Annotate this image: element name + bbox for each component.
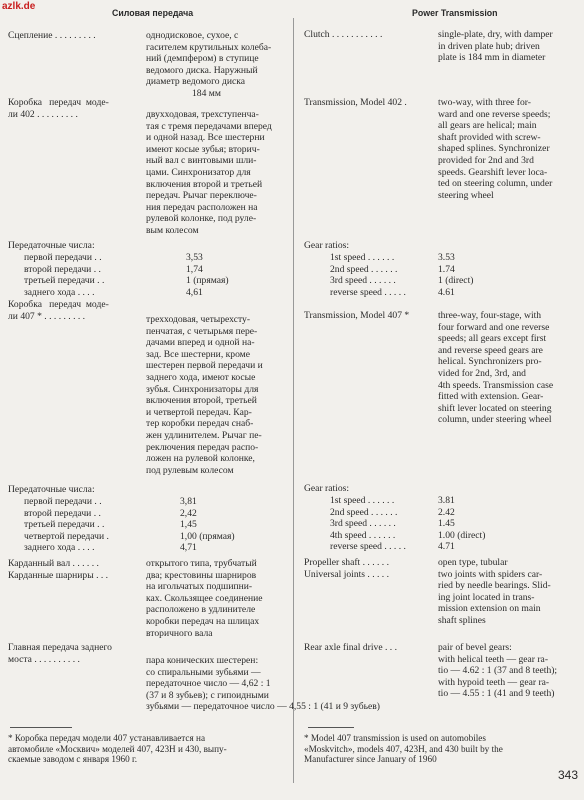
left-ratios407-values: 3,81 2,42 1,45 1,00 (прямая) 4,71 [180, 496, 235, 554]
left-ratios407-rows: первой передачи . . второй передачи . . третьей передачи . . четвертой передачи . заднего хода . . . . [24, 496, 109, 554]
watermark: azlk.de [2, 1, 36, 12]
right-section-title: Power Transmission [412, 8, 498, 18]
right-ratios402-values: 3.53 1.74 1 (direct) 4.61 [438, 252, 474, 298]
left-shaft-text: открытого типа, трубчатый два; крестовины шарниров на игольчатых подшипни- ках. Скользящее соединение расположено в удлинителе коробки передач на шлицах вторичного вала [146, 558, 263, 639]
left-footnote: * Коробка передач модели 407 устанавливается на автомобиле «Москвич» моделей 407, 423Н и 430, выпу- скаемые заводом с января 1960 г. [8, 733, 227, 765]
page-number: 343 [557, 768, 578, 782]
right-trans402-text: two-way, with three for- ward and one reverse speeds; all gears are helical; main shaft provided with screw- shaped splines. Synchronizer provided for 2nd and 3rd speeds. Gearshift lever loca- ted on steering column, under steering wheel [438, 97, 553, 201]
right-shaft-label: Propeller shaft . . . . . . Universal joints . . . . . [304, 557, 390, 580]
right-trans402-label: Transmission, Model 402 . [304, 97, 407, 108]
left-final-text: пара конических шестерен: со спиральными зубьями — передаточное число — 4,62 : 1 (37 и 8 зубьев); с гипоидными зубьями — передаточное число — 4,55 : 1 (41 и 9 зубьев) [146, 655, 380, 713]
left-final-label: Главная передача заднего моста . . . . . . . . . . [8, 642, 112, 665]
right-shaft-text: open type, tubular two joints with spiders car- ried by needle bearings. Slid- ing joint located in trans- mission extension on main shaft splines [438, 557, 551, 626]
right-trans407-text: three-way, four-stage, with four forward and one reverse speeds; all gears except first and reverse speed gears are helical. Synchronizers pro- vided for 2nd, 3rd, and 4th speeds. Transmission case fitted with extension. Gear- shift lever located on steering column, under steering wheel [438, 310, 554, 426]
right-final-label: Rear axle final drive . . . [304, 642, 397, 653]
left-ratios402-label: Передаточные числа: [8, 240, 95, 251]
left-ratios407-label: Передаточные числа: [8, 484, 95, 495]
right-footnote: * Model 407 transmission is used on automobiles «Moskvitch», models 407, 423H, and 430 built by the Manufacturer since January of 1960 [304, 733, 503, 765]
right-clutch-text: single-plate, dry, with damper in driven plate hub; driven plate is 184 mm in diameter [438, 29, 553, 64]
left-ratios402-rows: первой передачи . . второй передачи . . третьей передачи . . заднего хода . . . . [24, 252, 105, 298]
right-ratios402-rows: 1st speed . . . . . . 2nd speed . . . . . . 3rd speed . . . . . . reverse speed . . . . . [330, 252, 406, 298]
left-trans402-label: Коробка передач моде- ли 402 . . . . . . . . . [8, 97, 109, 120]
right-final-text: pair of bevel gears: with helical teeth — gear ra- tio — 4.62 : 1 (37 and 8 teeth); with hypoid teeth — gear ra- tio — 4.55 : 1 (41 and 9 teeth) [438, 642, 558, 700]
left-ratios402-values: 3,53 1,74 1 (прямая) 4,61 [186, 252, 229, 298]
right-clutch-label: Clutch . . . . . . . . . . . [304, 29, 383, 40]
right-ratios402-label: Gear ratios: [304, 240, 350, 251]
left-trans407-label: Коробка передач моде- ли 407 * . . . . . . . . . [8, 299, 109, 322]
right-footnote-rule [308, 727, 354, 728]
right-ratios407-rows: 1st speed . . . . . . 2nd speed . . . . . . 3rd speed . . . . . . 4th speed . . . . . . reverse speed . . . . . [330, 495, 406, 553]
right-ratios407-values: 3.81 2.42 1.45 1.00 (direct) 4.71 [438, 495, 486, 553]
right-ratios407-label: Gear ratios: [304, 483, 350, 494]
left-trans407-text: трехходовая, четырехсту- пенчатая, с четырьмя пере- дачами вперед и одной на- зад. Все шестерни, кроме шестерен первой передачи и заднего хода, имеют косые зубья. Синхронизаторы для включения второй, третьей и четвертой передач. Кар- тер коробки передач снаб- жен удлинителем. Рычаг пе- реключения передач распо- ложен на рулевой колонке, под рулевым колесом [146, 314, 263, 476]
left-footnote-rule [10, 727, 72, 728]
left-trans402-text: двухходовая, трехступенча- тая с тремя передачами вперед и одной назад. Все шестерни имеют косые зубья; вторич- ный вал с винтовыми шли- цами. Синхронизатор для включения второй и третьей передач. Рычаг переключе- ния передач расположен на рулевой колонке, под руле- вым колесом [146, 109, 272, 236]
left-clutch-label: Сцепление . . . . . . . . . [8, 30, 96, 41]
left-section-title: Силовая передача [112, 8, 194, 18]
left-clutch-text: однодисковое, сухое, с гасителем крутильных колеба- ний (демпфером) в ступице ведомого диска. Наружный диаметр ведомого диска [146, 30, 272, 88]
left-shaft-label: Карданный вал . . . . . . Карданные шарниры . . . [8, 558, 109, 581]
left-clutch-dimension: 184 мм [192, 88, 221, 99]
right-trans407-label: Transmission, Model 407 * [304, 310, 410, 321]
